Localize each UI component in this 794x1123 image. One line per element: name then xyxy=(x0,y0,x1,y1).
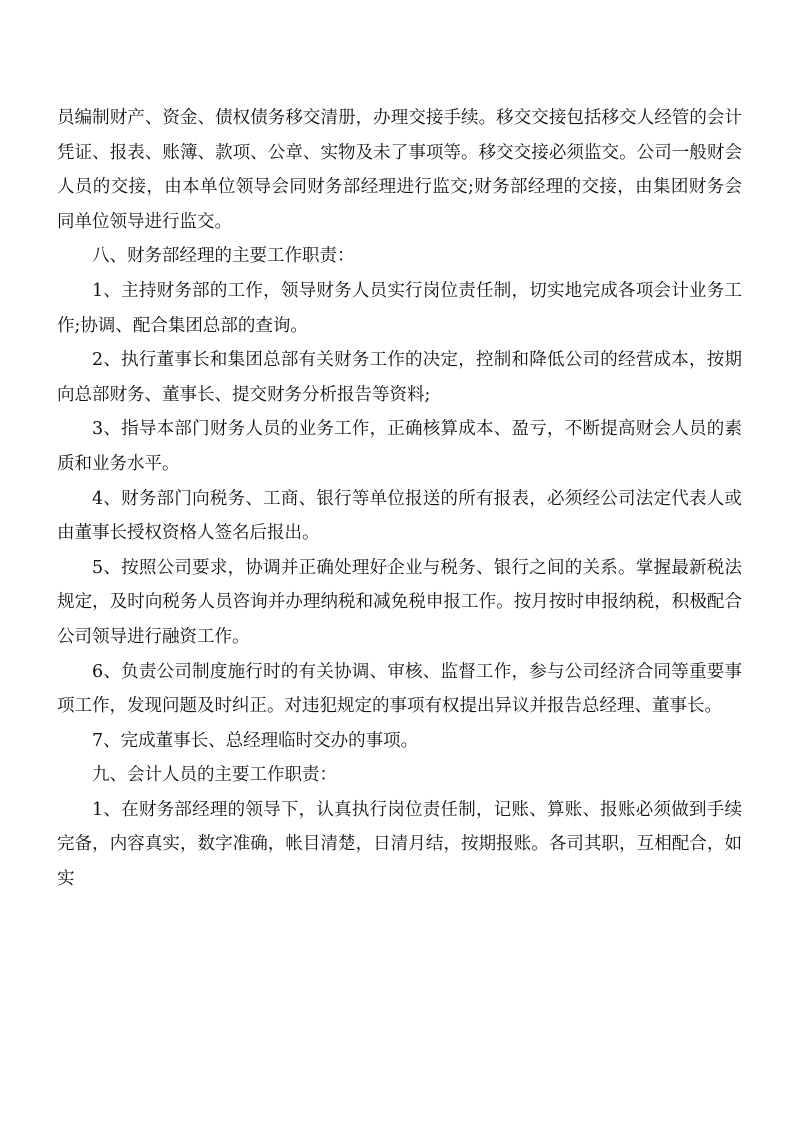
list-item: 2、执行董事长和集团总部有关财务工作的决定，控制和降低公司的经营成本，按期向总部财务、董事长、提交财务分析报告等资料; xyxy=(57,350,742,405)
list-item: 6、负责公司制度施行时的有关协调、审核、监督工作，参与公司经济合同等重要事项工作，发现问题及时纠正。对违犯规定的事项有权提出异议并报告总经理、董事长。 xyxy=(57,661,742,717)
list-item: 3、指导本部门财务人员的业务工作，正确核算成本、盈亏，不断提高财会人员的素质和业务水平。 xyxy=(57,419,742,474)
list-item: 7、完成董事长、总经理临时交办的事项。 xyxy=(92,730,419,751)
list-item: 4、财务部门向税务、工商、银行等单位报送的所有报表，必须经公司法定代表人或由董事长授权资格人签名后报出。 xyxy=(57,488,742,544)
list-item: 5、按照公司要求，协调并正确处理好企业与税务、银行之间的关系。掌握最新税法规定，及时向税务人员咨询并办理纳税和减免税申报工作。按月按时申报纳税，积极配合公司领导进行融资工作。 xyxy=(57,557,742,647)
section-heading-finance-manager-duties: 八、财务部经理的主要工作职责： xyxy=(92,246,355,267)
paragraph-handover-continued: 员编制财产、资金、债权债务移交清册，办理交接手续。移交交接包括移交人经管的会计凭证、报表、账簿、款项、公章、实物及未了事项等。移交交接必须监交。公司一般财会人员的交接，由本单位领导会同财务部经理进行监交;财务部经理的交接，由集团财务会同单位领导进行监交。 xyxy=(57,108,742,232)
list-item: 1、主持财务部的工作，领导财务人员实行岗位责任制，切实地完成各项会计业务工作;协调、配合集团总部的查询。 xyxy=(57,280,742,336)
document-body xyxy=(57,101,742,897)
list-item: 1、在财务部经理的领导下，认真执行岗位责任制，记账、算账、报账必须做到手续完备，内容真实，数字准确，帐目清楚，日清月结，按期报账。各司其职，互相配合，如实 xyxy=(57,799,742,890)
section-heading-accountant-duties: 九、会计人员的主要工作职责： xyxy=(92,765,337,786)
